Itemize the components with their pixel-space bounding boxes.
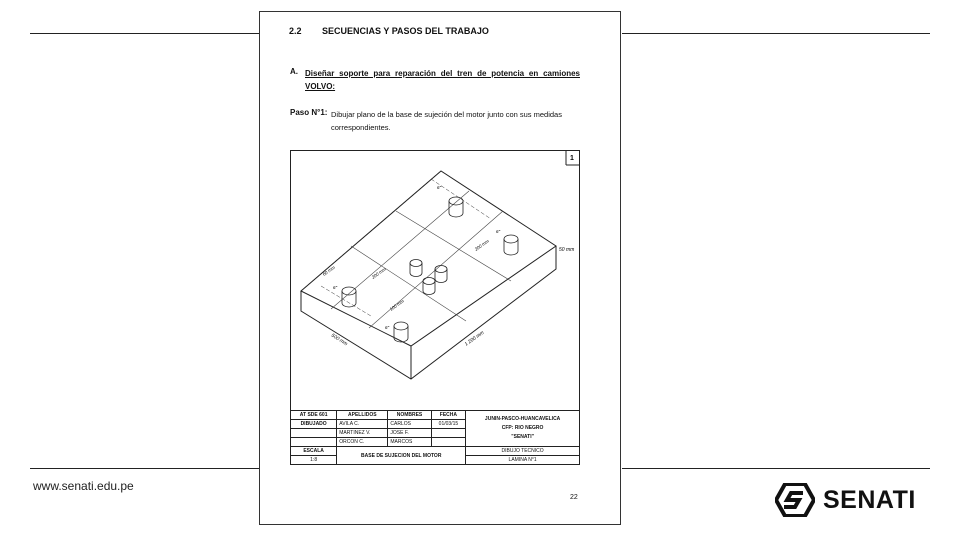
tb-dibujo: DIBUJO TECNICO xyxy=(466,447,580,456)
page-number: 22 xyxy=(570,494,578,501)
logo-wordmark: SENATI xyxy=(823,485,916,514)
mount-hole-3 xyxy=(342,287,356,307)
tb-nombre-3: MARCOS xyxy=(388,438,431,447)
tb-apellido-2: MARTINEZ V. xyxy=(337,429,388,438)
mount-hole-center-c xyxy=(423,278,435,295)
mount-hole-center-a xyxy=(410,260,422,277)
dim-100-a: 100 mm xyxy=(388,298,405,312)
tb-lamina: LAMINA N°1 xyxy=(466,456,580,465)
footer-rule-left xyxy=(30,468,259,469)
phi-label-3: 6" xyxy=(333,285,338,290)
tb-apellido-1: AVILA C. xyxy=(337,420,388,429)
document-page xyxy=(259,11,621,525)
sheet-corner-number: 1 xyxy=(570,155,574,162)
mount-hole-2 xyxy=(504,235,518,255)
website-url[interactable]: www.senati.edu.pe xyxy=(33,479,134,493)
dim-edge-60: 60 mm xyxy=(321,264,336,277)
tb-apellidos-header: APELLIDOS xyxy=(337,411,388,420)
dim-length: 1 200 mm xyxy=(463,329,486,348)
dim-200-b: 200 mm xyxy=(473,238,490,252)
step-label: Paso N°1: xyxy=(290,108,328,117)
dim-200-a: 200 mm xyxy=(370,266,387,280)
section-title: SECUENCIAS Y PASOS DEL TRABAJO xyxy=(322,26,489,36)
tb-escala-label: ESCALA xyxy=(291,447,337,456)
tb-apellido-3: ORCON C. xyxy=(337,438,388,447)
tb-fecha: 01/03/15 xyxy=(431,420,466,429)
footer-rule-right xyxy=(622,468,930,469)
tb-dibujado: DIBUJADO xyxy=(291,420,337,429)
senati-logo xyxy=(775,480,935,520)
title-block xyxy=(290,410,580,465)
tb-nombre-1: CARLOS xyxy=(388,420,431,429)
tb-institution: JUNIN-PASCO-HUANCAVELICA CFP: RIO NEGRO "SENATI" xyxy=(466,411,580,447)
phi-label-2: 6" xyxy=(496,229,501,234)
technical-drawing xyxy=(290,150,580,465)
phi-label-4: 6" xyxy=(385,325,390,330)
item-heading: Diseñar soporte para reparación del tren de potencia en camiones VOLVO: xyxy=(305,69,580,91)
tb-nombres-header: NOMBRES xyxy=(388,411,431,420)
dim-width: 500 mm xyxy=(329,332,349,348)
section-number: 2.2 xyxy=(289,26,302,36)
tb-escala-value: 1:8 xyxy=(291,456,337,465)
phi-label-1: 6" xyxy=(437,185,442,190)
header-rule-right xyxy=(622,33,930,34)
mount-hole-center-b xyxy=(435,266,447,283)
tb-drawing-title: BASE DE SUJECION DEL MOTOR xyxy=(337,447,466,465)
item-letter: A. xyxy=(290,67,298,76)
tb-code: AT SDE 601 xyxy=(291,411,337,420)
header-rule-left xyxy=(30,33,259,34)
tb-fecha-header: FECHA xyxy=(431,411,466,420)
dim-height: 50 mm xyxy=(559,247,575,253)
mount-hole-1 xyxy=(449,197,463,217)
tb-nombre-2: JOSE F. xyxy=(388,429,431,438)
isometric-base-drawing xyxy=(291,151,579,396)
step-text: Dibujar plano de la base de sujeción del motor junto con sus medidas correspondientes. xyxy=(331,110,562,132)
senati-logo-icon xyxy=(775,483,815,517)
